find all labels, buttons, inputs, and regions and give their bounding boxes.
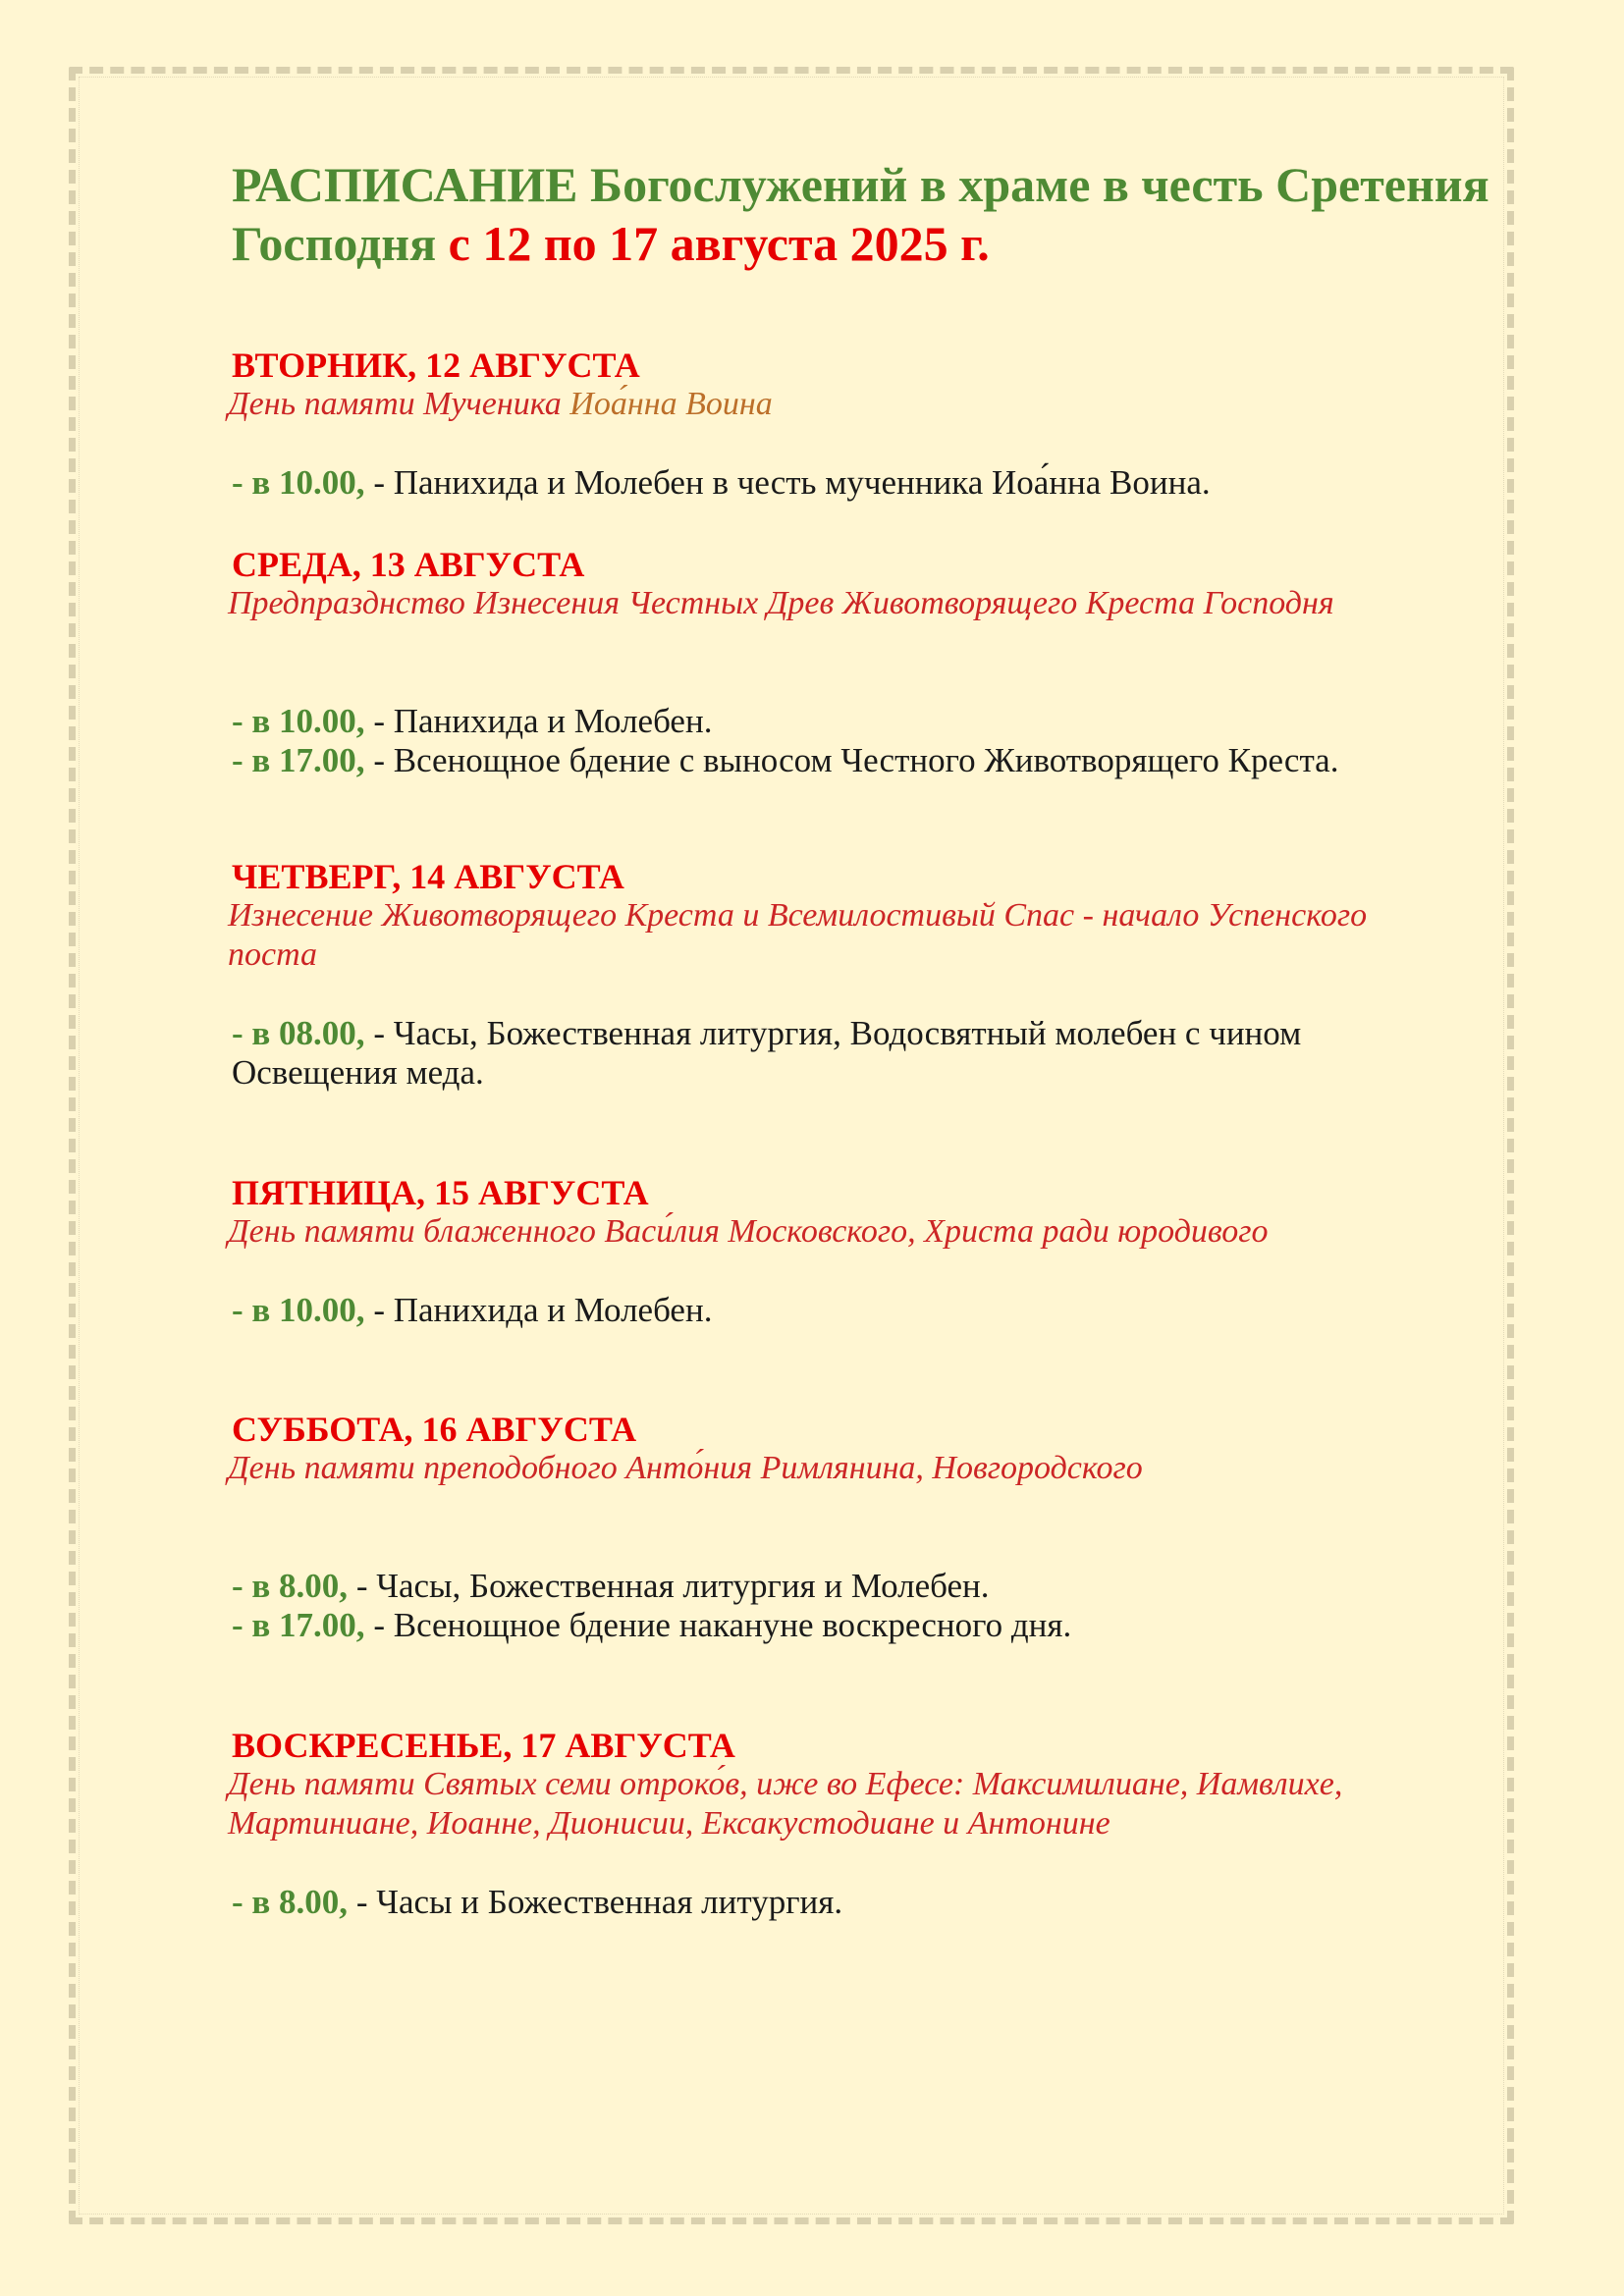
page-title (232, 155, 1508, 273)
day-heading: ВТОРНИК, 12 АВГУСТА (232, 346, 640, 385)
service-line (232, 1606, 1528, 1645)
feast-line: Предпразднство Изнесения Честных Древ Животворящего Креста Господня (228, 585, 1334, 621)
service-line (232, 1014, 1449, 1093)
day-section-thursday (228, 857, 1528, 1093)
day-heading: СРЕДА, 13 АВГУСТА (232, 545, 585, 584)
service-line (232, 1291, 1528, 1330)
title-dates: с 12 по 17 августа 2025 г. (448, 216, 990, 271)
feast-line: День памяти преподобного Анто́ния Римлянина, Новгородского (228, 1450, 1143, 1486)
service-text: - Панихида и Молебен в честь мученника Иоа́нна Воина. (364, 463, 1211, 502)
feast-line: День памяти блаженного Васи́лия Московского, Христа ради юродивого (228, 1213, 1269, 1250)
service-text: - Часы, Божественная литургия и Молебен. (348, 1567, 990, 1605)
service-text: - Всенощное бдение с выносом Честного Животворящего Креста. (364, 741, 1339, 779)
service-time: - в 17.00, (232, 741, 365, 779)
day-heading: ЧЕТВЕРГ, 14 АВГУСТА (232, 857, 624, 896)
service-time: - в 10.00, (232, 463, 365, 502)
feast-line: День памяти Святых семи отроко́в, иже во Ефесе: Максимилиане, Иамвлихе, Мартиниане, Иоанне, Дионисии, Ексакустодиане и Антонине (228, 1766, 1343, 1842)
feast-line: Изнесение Животворящего Креста и Всемилостивый Спас - начало Успенского поста (228, 897, 1368, 973)
service-time: - в 10.00, (232, 1291, 365, 1329)
service-line (232, 463, 1528, 503)
service-time: - в 10.00, (232, 702, 365, 740)
day-heading: ПЯТНИЦА, 15 АВГУСТА (232, 1173, 649, 1212)
feast-prefix: День памяти Мученика (228, 386, 562, 422)
feast-name: Иоа́нна Воина (569, 386, 773, 422)
service-text: - Часы и Божественная литургия. (348, 1883, 843, 1921)
service-line (232, 1883, 1528, 1922)
title-main: РАСПИСАНИЕ Богослужений в храме в честь Сретения Господня (232, 157, 1489, 271)
feast-line (228, 385, 1528, 424)
day-heading: ВОСКРЕСЕНЬЕ, 17 АВГУСТА (232, 1726, 735, 1765)
day-section-tuesday (228, 346, 1528, 503)
service-time: - в 08.00, (232, 1014, 365, 1052)
service-text: - Панихида и Молебен. (364, 1291, 713, 1329)
service-line (232, 702, 1528, 741)
service-time: - в 8.00, (232, 1883, 349, 1921)
day-section-friday (228, 1173, 1528, 1330)
service-text: - Панихида и Молебен. (364, 702, 713, 740)
day-section-saturday (228, 1410, 1528, 1645)
day-heading: СУББОТА, 16 АВГУСТА (232, 1410, 637, 1449)
day-section-sunday (228, 1726, 1528, 1922)
service-time: - в 8.00, (232, 1567, 349, 1605)
service-text: - Всенощное бдение накануне воскресного дня. (364, 1606, 1072, 1644)
service-time: - в 17.00, (232, 1606, 365, 1644)
day-section-wednesday (228, 545, 1528, 780)
service-line (232, 1567, 1528, 1606)
service-line (232, 741, 1528, 780)
service-text: - Часы, Божественная литургия, Водосвятный молебен с чином Освещения меда. (232, 1014, 1302, 1092)
